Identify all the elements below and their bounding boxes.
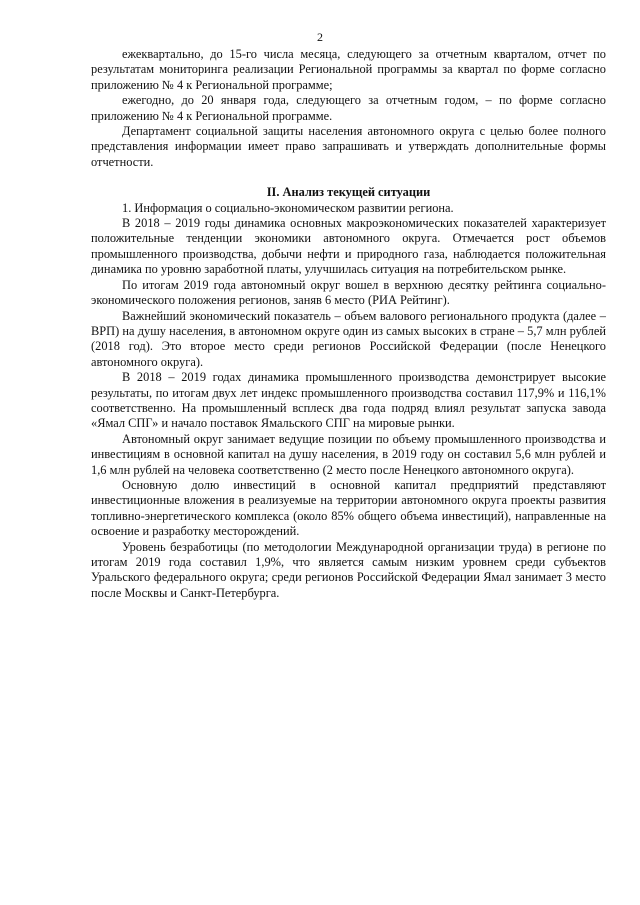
paragraph-macro-dynamics: В 2018 – 2019 годы динамика основных макроэкономических показателей характеризует положительные тенденции экономики автономного округа. Отмечается рост объемов промышленного производства, добычи нефти и природного газа, наблюдается положительная динамика по уровню заработной платы, улучшилась ситуация на потребительском рынке. <box>91 216 606 277</box>
paragraph-investment-structure: Основную долю инвестиций в основной капитал предприятий представляют инвестиционные вложения в реализуемые на территории автономного округа проекты развития топливно-энергетического комплекса (около 85% общего объема инвестиций), направленные на освоение и разработку месторождений. <box>91 477 606 539</box>
paragraph-department-rights: Департамент социальной защиты населения автономного округа с целью более полного представления информации имеет право запрашивать и утверждать дополнительные формы отчетности. <box>91 124 606 169</box>
page-number: 2 <box>317 30 323 44</box>
document-body <box>91 47 606 601</box>
paragraph-investments-per-capita: Автономный округ занимает ведущие позиции по объему промышленного производства и инвестициям в основной капитал на душу населения, в 2019 году он составил 5,6 млн рублей и 1,6 млн рублей на человека соответственно (2 место после Ненецкого автономного округа). <box>91 431 606 477</box>
paragraph-industrial-production: В 2018 – 2019 годах динамика промышленного производства демонстрирует высокие результаты, по итогам двух лет индекс промышленного производства составил 117,9% и 116,1% соответственно. На промышленный всплеск два года подряд влиял результат запуска завода «Ямал СПГ» и начало поставок Ямальского СПГ на мировые рынки. <box>91 370 606 431</box>
paragraph-annual-report: ежегодно, до 20 января года, следующего за отчетным годом, – по форме согласно приложению № 4 к Региональной программе. <box>91 93 606 123</box>
paragraph-rating: По итогам 2019 года автономный округ вошел в верхнюю десятку рейтинга социально-экономического положения регионов, заняв 6 место (РИА Рейтинг). <box>91 277 606 308</box>
paragraph-grp: Важнейший экономический показатель – объем валового регионального продукта (далее – ВРП) на душу населения, в автономном округе один из самых высоких в стране – 5,7 млн рублей (2018 год). Это второе место среди регионов Российской Федерации (после Ненецкого автономного округа). <box>91 308 606 369</box>
paragraph-unemployment: Уровень безработицы (по методологии Международной организации труда) в регионе по итогам 2019 года составил 1,9%, что является самым низким уровнем среди субъектов Уральского федерального округа; среди регионов Российской Федерации Ямал занимает 3 место после Москвы и Санкт-Петербурга. <box>91 539 606 600</box>
paragraph-region-info: 1. Информация о социально-экономическом развитии региона. <box>122 200 454 215</box>
section-title: II. Анализ текущей ситуации <box>266 185 431 200</box>
paragraph-quarterly-report: ежеквартально, до 15-го числа месяца, следующего за отчетным кварталом, отчет по результатам мониторинга реализации Региональной программы за квартал по форме согласно приложению № 4 к Региональной программе; <box>91 47 606 92</box>
